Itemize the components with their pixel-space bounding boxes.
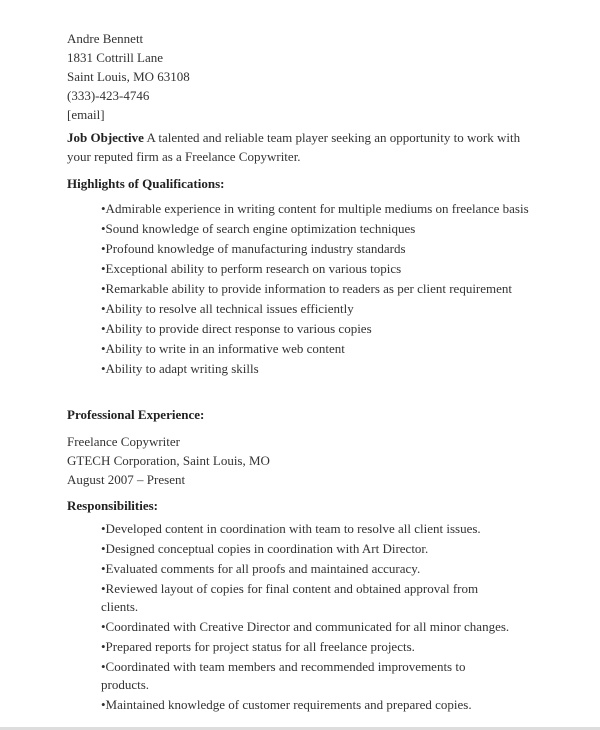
contact-city: Saint Louis, MO 63108 (67, 69, 190, 84)
list-item: •Ability to resolve all technical issues efficiently (101, 301, 354, 316)
job-title: Freelance Copywriter (67, 434, 180, 449)
list-item: •Sound knowledge of search engine optimization techniques (101, 221, 416, 236)
responsibilities-section (67, 496, 547, 716)
list-item: •Remarkable ability to provide information to readers as per client requirement (101, 281, 513, 296)
contact-name: Andre Bennett (67, 31, 144, 46)
list-item: •Coordinated with Creative Director and communicated for all minor changes. (101, 619, 510, 634)
list-item: •Ability to adapt writing skills (101, 361, 259, 376)
experience-section (67, 405, 547, 489)
list-item: •Reviewed layout of copies for final content and obtained approval from clients. (101, 581, 479, 614)
job-dates: August 2007 – Present (67, 472, 186, 487)
list-item: •Maintained knowledge of customer requirements and prepared copies. (101, 697, 472, 712)
list-item: •Developed content in coordination with team to resolve all client issues. (101, 521, 481, 536)
list-item: •Coordinated with team members and recommended improvements to products. (101, 659, 466, 692)
list-item: •Designed conceptual copies in coordination with Art Director. (101, 541, 429, 556)
contact-block (67, 29, 547, 124)
objective-text: A talented and reliable team player seeking an opportunity to work with your reputed firm as a Freelance Copywriter. (67, 130, 521, 164)
objective-label: Job Objective (67, 130, 144, 145)
experience-heading: Professional Experience: (67, 407, 205, 422)
responsibilities-heading: Responsibilities: (67, 498, 159, 513)
list-item: •Ability to provide direct response to various copies (101, 321, 372, 336)
list-item: •Profound knowledge of manufacturing industry standards (101, 241, 406, 256)
contact-email: [email] (67, 107, 105, 122)
contact-phone: (333)-423-4746 (67, 88, 150, 103)
list-item: •Exceptional ability to perform research on various topics (101, 261, 402, 276)
list-item: •Admirable experience in writing content for multiple mediums on freelance basis (101, 201, 529, 216)
list-item: •Ability to write in an informative web content (101, 341, 345, 356)
list-item: •Evaluated comments for all proofs and maintained accuracy. (101, 561, 421, 576)
highlights-heading: Highlights of Qualifications: (67, 176, 225, 191)
company: GTECH Corporation, Saint Louis, MO (67, 453, 270, 468)
highlights-section (67, 174, 547, 380)
job-objective (67, 128, 547, 166)
list-item: •Prepared reports for project status for all freelance projects. (101, 639, 415, 654)
contact-street: 1831 Cottrill Lane (67, 50, 164, 65)
